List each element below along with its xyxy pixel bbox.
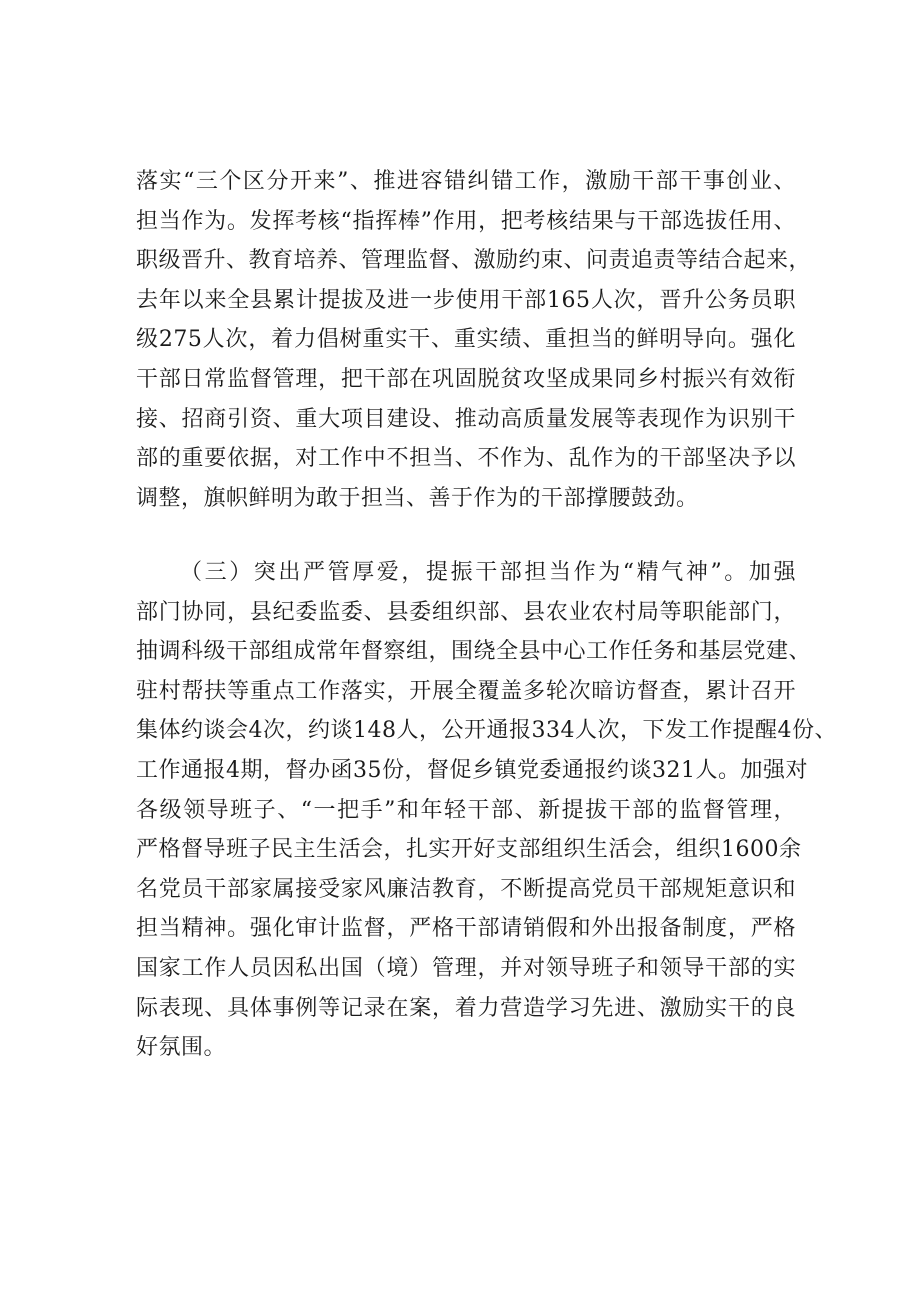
text-line: 工作通报4期，督办函35份，督促乡镇党委通报约谈321人。加强对: [136, 757, 808, 783]
text-line: 接、招商引资、重大项目建设、推动高质量发展等表现作为识别干: [136, 406, 796, 432]
text-line: 职级晋升、教育培养、管理监督、激励约束、问责追责等结合起来，: [136, 248, 812, 274]
text-line: 际表现、具体事例等记录在案，着力营造学习先进、激励实干的良: [136, 995, 796, 1021]
section-heading-line: （三）突出严管厚爱，提振干部担当作为“精气神”。加强: [180, 560, 796, 585]
text-line: 各级领导班子、“一把手”和年轻干部、新提拔干部的监督管理，: [136, 797, 796, 823]
text-line: 名党员干部家属接受家风廉洁教育，不断提高党员干部规矩意识和: [136, 876, 796, 902]
text-line: 抽调科级干部组成常年督察组，围绕全县中心工作任务和基层党建、: [136, 639, 812, 665]
text-line: 部的重要依据，对工作中不担当、不作为、乱作为的干部坚决予以: [136, 446, 796, 472]
text-line: 集体约谈会4次，约谈148人，公开通报334人次，下发工作提醒4份、: [136, 718, 837, 744]
paragraph-cadre-evaluation: [136, 162, 812, 518]
paragraph-strict-management: [136, 553, 837, 1068]
text-line: 担当精神。强化审计监督，严格干部请销假和外出报备制度，严格: [136, 916, 796, 942]
text-line: 国家工作人员因私出国（境）管理，并对领导班子和领导干部的实: [136, 955, 796, 981]
text-line: 落实“三个区分开来”、推进容错纠错工作，激励干部干事创业、: [136, 169, 796, 194]
text-line: 干部日常监督管理，把干部在巩固脱贫攻坚成果同乡村振兴有效衔: [136, 366, 796, 392]
text-line: 级275人次，着力倡树重实干、重实绩、重担当的鲜明导向。强化: [136, 327, 796, 353]
text-line: 部门协同，县纪委监委、县委组织部、县农业农村局等职能部门，: [136, 599, 796, 625]
text-line: 好氛围。: [136, 1035, 227, 1061]
text-line: 担当作为。发挥考核“指挥棒”作用，把考核结果与干部选拔任用、: [136, 208, 796, 234]
text-line: 驻村帮扶等重点工作落实，开展全覆盖多轮次暗访督查，累计召开: [136, 678, 796, 704]
text-line: 调整，旗帜鲜明为敢于担当、善于作为的干部撑腰鼓劲。: [136, 485, 699, 511]
text-line: 严格督导班子民主生活会，扎实开好支部组织生活会，组织1600余: [136, 837, 802, 863]
text-line: 去年以来全县累计提拔及进一步使用干部165人次，晋升公务员职: [136, 287, 796, 313]
